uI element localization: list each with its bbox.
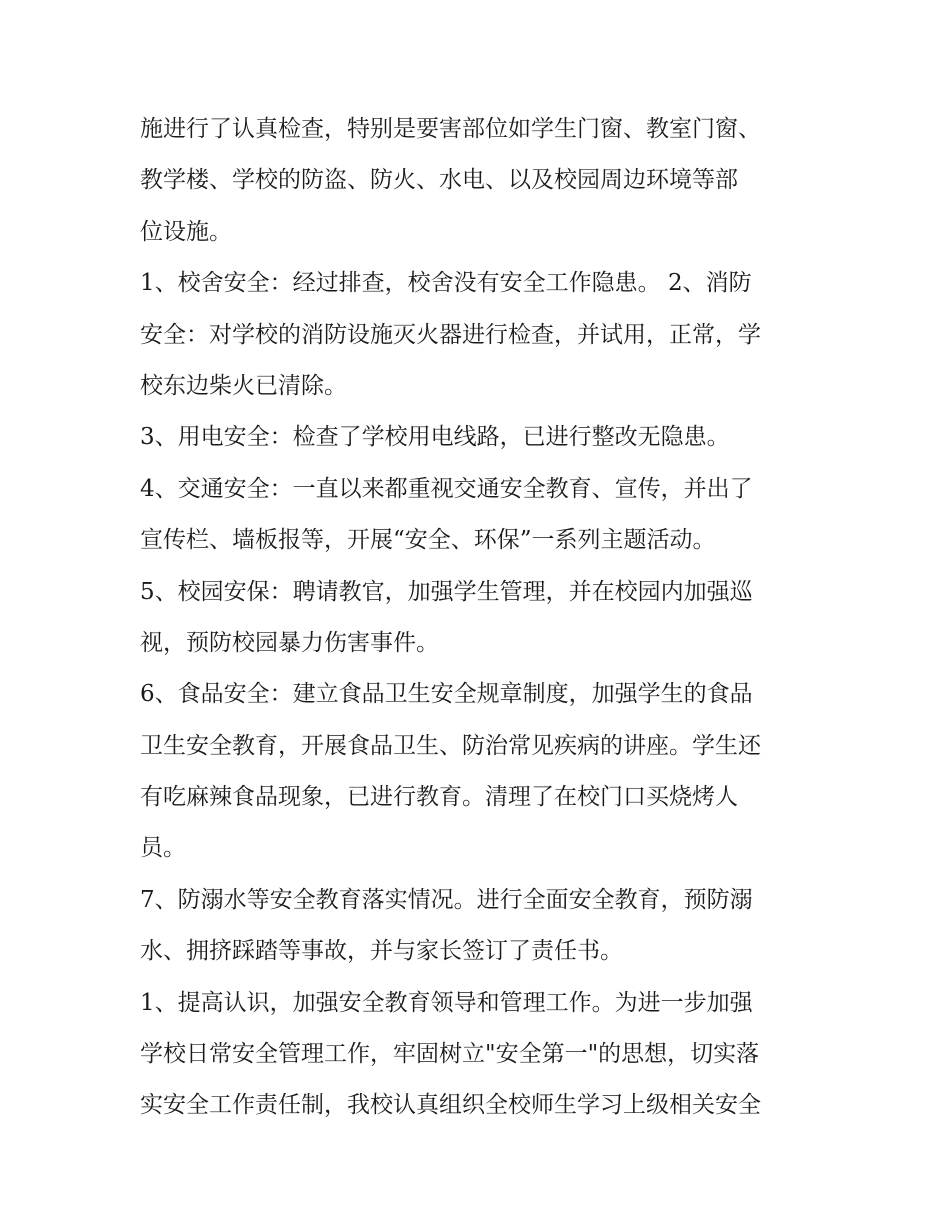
text-line: 员。 (140, 835, 186, 862)
text-line: 6、食品安全：建立食品卫生安全规章制度，加强学生的食品 (140, 681, 753, 708)
text-line: 学校日常安全管理工作，牢固树立"安全第一"的思想，切实落 (140, 1041, 760, 1068)
text-line: 实安全工作责任制，我校认真组织全校师生学习上级相关安全 (140, 1092, 761, 1119)
text-line: 教学楼、学校的防盗、防火、水电、以及校园周边环境等部 (140, 167, 738, 194)
text-line: 卫生安全教育，开展食品卫生、防治常见疾病的讲座。学生还 (140, 732, 761, 759)
text-line: 校东边柴火已清除。 (140, 372, 347, 399)
text-line: 水、拥挤踩踏等事故，并与家长签订了责任书。 (140, 938, 623, 965)
text-line: 1、提高认识，加强安全教育领导和管理工作。为进一步加强 (140, 989, 753, 1016)
text-line: 3、用电安全：检查了学校用电线路，已进行整改无隐患。 (140, 424, 730, 451)
document-body (140, 104, 820, 1132)
text-line: 7、防溺水等安全教育落实情况。进行全面安全教育，预防溺 (140, 886, 753, 913)
text-line: 有吃麻辣食品现象，已进行教育。清理了在校门口买烧烤人 (140, 784, 738, 811)
text-line: 施进行了认真检查，特别是要害部位如学生门窗、教室门窗、 (140, 116, 761, 142)
text-line: 安全：对学校的消防设施灭火器进行检查，并试用，正常，学 (140, 321, 761, 348)
text-line: 宣传栏、墙板报等，开展“安全、环保”一系列主题活动。 (140, 527, 716, 554)
text-line: 5、校园安保：聘请教官，加强学生管理，并在校园内加强巡 (140, 578, 753, 605)
text-line: 4、交通安全：一直以来都重视交通安全教育、宣传，并出了 (140, 475, 753, 502)
text-line: 位设施。 (140, 218, 232, 245)
text-line: 1、校舍安全：经过排查，校舍没有安全工作隐患。 2、消防 (140, 270, 752, 297)
text-line: 视，预防校园暴力伤害事件。 (140, 629, 439, 656)
